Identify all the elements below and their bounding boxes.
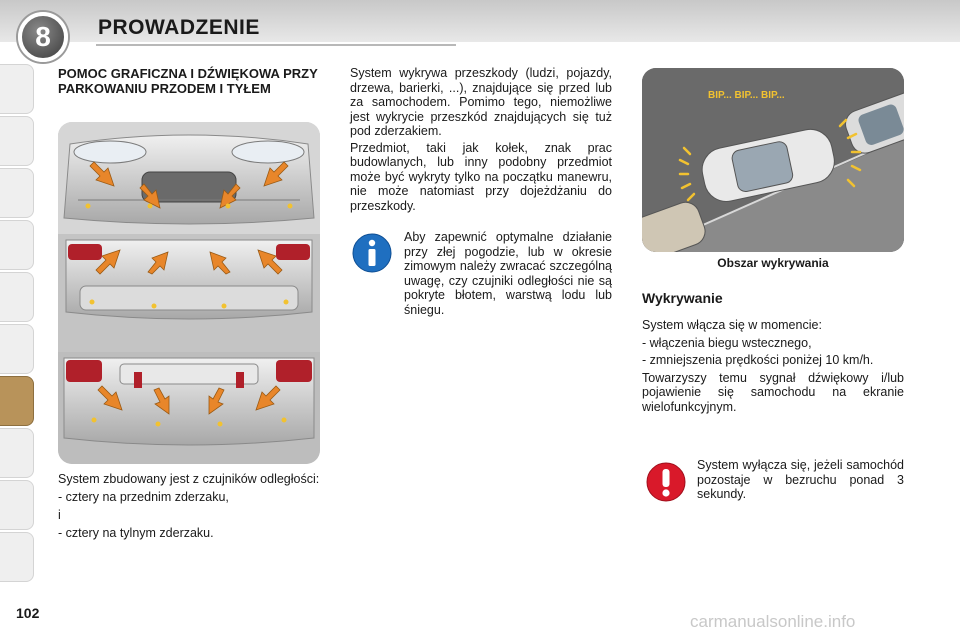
detection-area-illustration — [642, 68, 904, 252]
left-intro: System zbudowany jest z czujników odległości: — [58, 472, 320, 486]
chapter-tab[interactable] — [0, 220, 34, 270]
detection-area-drawing — [642, 68, 904, 252]
image-caption: Obszar wykrywania — [717, 256, 829, 270]
warning-note: System wyłącza się, jeżeli samochód pozostaje w bezruchu ponad 3 sekundy. — [697, 458, 904, 501]
activation-description — [642, 318, 904, 417]
info-icon — [352, 233, 392, 273]
bumper-sensors-drawing — [58, 122, 320, 464]
detection-subheading: Wykrywanie — [642, 290, 723, 306]
page-number: 102 — [16, 605, 40, 621]
beep-label: BIP... BIP... BIP... — [708, 90, 785, 101]
signal-paragraph: Towarzyszy temu sygnał dźwiękowy i/lub pojawienie się samochodu na ekranie wielofunkcyjnym. — [642, 370, 904, 414]
chapter-tab[interactable] — [0, 64, 34, 114]
title-underline — [96, 44, 456, 46]
section-title: POMOC GRAFICZNA I DŹWIĘKOWA PRZY PARKOWANIU PRZODEM I TYŁEM — [58, 66, 318, 96]
chapter-tab[interactable] — [0, 428, 34, 478]
chapter-tab[interactable] — [0, 168, 34, 218]
watermark: carmanualsonline.info — [690, 612, 856, 631]
chapter-tab[interactable] — [0, 480, 34, 530]
sensor-description — [58, 472, 320, 544]
chapter-tab[interactable] — [0, 532, 34, 582]
chapter-tab-strip — [0, 64, 34, 574]
chapter-number-badge: 8 — [18, 12, 68, 62]
list-item-rear: - cztery na tylnym zderzaku. — [58, 526, 214, 540]
chapter-tab[interactable] — [0, 272, 34, 322]
chapter-tab-active[interactable] — [0, 376, 34, 426]
conjunction: i — [58, 508, 61, 522]
paragraph-obstacles: System wykrywa przeszkody (ludzi, pojazdy, drzewa, barierki, ...), znajdujące się przed lub za samochodem. Pomimo tego, niemożliwe jest wykrycie przeszkód znajdujących się tuż pod zderzakiem. — [350, 66, 612, 138]
list-item-reverse: - włączenia biegu wstecznego, — [642, 335, 812, 350]
chapter-tab[interactable] — [0, 116, 34, 166]
activation-intro: System włącza się w momencie: — [642, 318, 822, 332]
paragraph-objects: Przedmiot, taki jak kołek, znak prac budowlanych, lub inny podobny przedmiot może być wykryty tylko na początku manewru, nie może natomiast przy dojeżdżaniu do przeszkody. — [350, 140, 612, 213]
detection-description — [350, 66, 612, 215]
list-item-speed: - zmniejszenia prędkości poniżej 10 km/h. — [642, 353, 874, 367]
chapter-title: PROWADZENIE — [98, 16, 260, 39]
list-item-front: - cztery na przednim zderzaku, — [58, 490, 229, 504]
info-note: Aby zapewnić optymalne działanie przy złej pogodzie, lub w okresie zimowym należy zwracać szczególną uwagę, czy czujniki odległości nie są pokryte błotem, warstwą lodu lub śniegu. — [404, 230, 612, 317]
chapter-tab[interactable] — [0, 324, 34, 374]
exclamation-icon — [646, 462, 686, 502]
sensor-location-illustration — [58, 122, 320, 464]
